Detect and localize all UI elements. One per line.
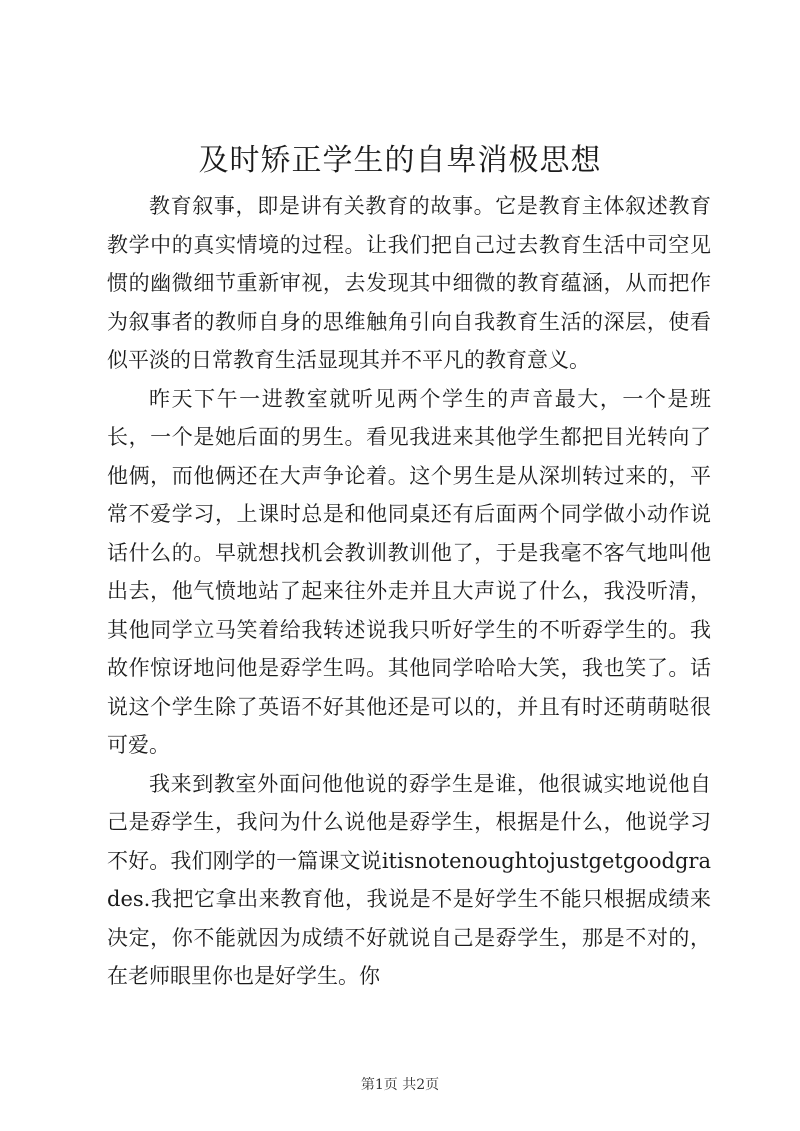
paragraph-3: 我来到教室外面问他他说的孬学生是谁，他很诚实地说他自己是孬学生，我问为什么说他是孬学生，根据是什么，他说学习不好。我们刚学的一篇课文说itisnotenoughtojustgetgoodgrades.我把它拿出来教育他，我说是不是好学生不能只根据成绩来决定，你不能就因为成绩不好就说自己是孬学生，那是不对的，在老师眼里你也是好学生。你 <box>107 771 711 988</box>
paragraph-1: 教育叙事，即是讲有关教育的故事。它是教育主体叙述教育教学中的真实情境的过程。让我们把自己过去教育生活中司空见惯的幽微细节重新审视，去发现其中细微的教育蕴涵，从而把作为叙事者的教师自身的思维触角引向自我教育生活的深层，使看似平淡的日常教育生活显现其并不平凡的教育意义。 <box>107 194 711 372</box>
document-title: 及时矫正学生的自卑消极思想 <box>198 143 602 178</box>
document-body <box>107 187 711 996</box>
paragraph-2: 昨天下午一进教室就听见两个学生的声音最大，一个是班长，一个是她后面的男生。看见我进来其他学生都把目光转向了他俩，而他俩还在大声争论着。这个男生是从深圳转过来的，平常不爱学习，上课时总是和他同桌还有后面两个同学做小动作说话什么的。早就想找机会教训教训他了，于是我毫不客气地叫他出去，他气愤地站了起来往外走并且大声说了什么，我没听清，其他同学立马笑着给我转述说我只听好学生的不听孬学生的。我故作惊讶地问他是孬学生吗。其他同学哈哈大笑，我也笑了。话说这个学生除了英语不好其他还是可以的，并且有时还萌萌哒很可爱。 <box>107 386 711 757</box>
page-number-footer: 第1页 共2页 <box>360 1077 440 1093</box>
